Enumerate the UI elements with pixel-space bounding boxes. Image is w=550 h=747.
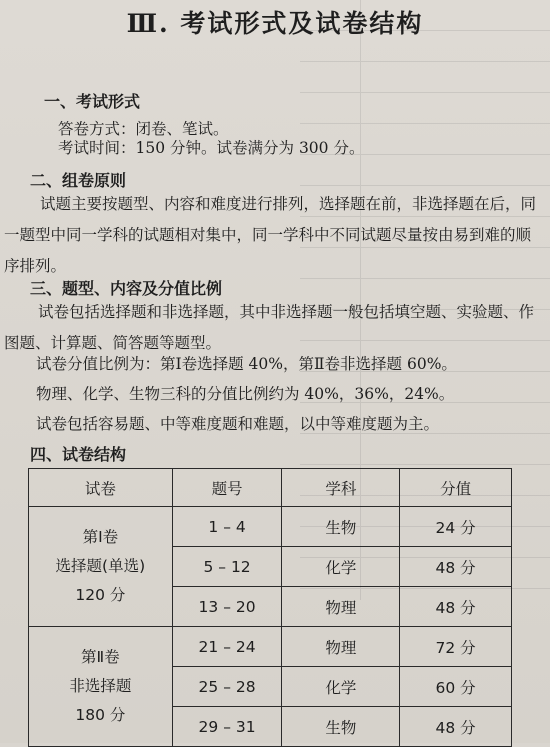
paper-two-cell [29, 627, 173, 747]
subject-cell: 生物 [282, 507, 400, 547]
paper-one-name: 第Ⅰ卷 [82, 528, 119, 546]
header-paper: 试卷 [29, 469, 173, 507]
paper-two-total: 180 分 [75, 706, 126, 724]
score-cell: 60 分 [400, 667, 512, 707]
paper-ratio-line: 试卷分值比例为：第Ⅰ卷选择题 40%，第Ⅱ卷非选择题 60%。 [36, 355, 457, 373]
table-row [29, 627, 512, 667]
section-heading-structure: 四、试卷结构 [30, 445, 127, 464]
subject-cell: 物理 [282, 627, 400, 667]
question-types-paragraph: 试卷包括选择题和非选择题，其中非选择题一般包括填空题、实验题、作图题、计算题、简答题等题型。 [4, 303, 535, 352]
question-number-cell: 13 – 20 [172, 587, 282, 627]
exam-time: 考试时间：150 分钟。试卷满分为 300 分。 [58, 139, 365, 157]
question-number-cell: 25 – 28 [172, 667, 282, 707]
subject-cell: 生物 [282, 707, 400, 747]
paper-one-cell [29, 507, 173, 627]
subject-cell: 化学 [282, 667, 400, 707]
score-cell: 24 分 [400, 507, 512, 547]
table-header-row [29, 469, 512, 507]
score-cell: 72 分 [400, 627, 512, 667]
answer-method: 答卷方式：闭卷、笔试。 [58, 120, 229, 138]
header-score: 分值 [400, 469, 512, 507]
question-number-cell: 5 – 12 [172, 547, 282, 587]
paper-two-name: 第Ⅱ卷 [81, 648, 120, 666]
section-heading-exam-form: 一、考试形式 [44, 92, 141, 111]
page-title: Ⅲ. 考试形式及试卷结构 [126, 9, 424, 38]
question-number-cell: 1 – 4 [172, 507, 282, 547]
section-heading-principles: 二、组卷原则 [30, 171, 127, 190]
subject-cell: 化学 [282, 547, 400, 587]
paper-one-type: 选择题(单选) [55, 557, 146, 575]
paper-two-type: 非选择题 [69, 677, 132, 695]
subject-cell: 物理 [282, 587, 400, 627]
exam-structure-table [28, 468, 512, 747]
score-cell: 48 分 [400, 587, 512, 627]
question-number-cell: 21 – 24 [172, 627, 282, 667]
header-subject: 学科 [282, 469, 400, 507]
paper-one-total: 120 分 [75, 586, 126, 604]
table-row [29, 507, 512, 547]
subject-ratio-line: 物理、化学、生物三科的分值比例约为 40%，36%，24%。 [36, 385, 455, 403]
difficulty-line: 试卷包括容易题、中等难度题和难题，以中等难度题为主。 [36, 415, 440, 433]
score-cell: 48 分 [400, 707, 512, 747]
principles-paragraph: 试题主要按题型、内容和难度进行排列，选择题在前，非选择题在后，同一题型中同一学科的试题相对集中，同一学科中不同试题尽量按由易到难的顺序排列。 [4, 195, 537, 275]
question-number-cell: 29 – 31 [172, 707, 282, 747]
section-heading-question-types: 三、题型、内容及分值比例 [30, 279, 223, 298]
header-question-number: 题号 [172, 469, 282, 507]
score-cell: 48 分 [400, 547, 512, 587]
